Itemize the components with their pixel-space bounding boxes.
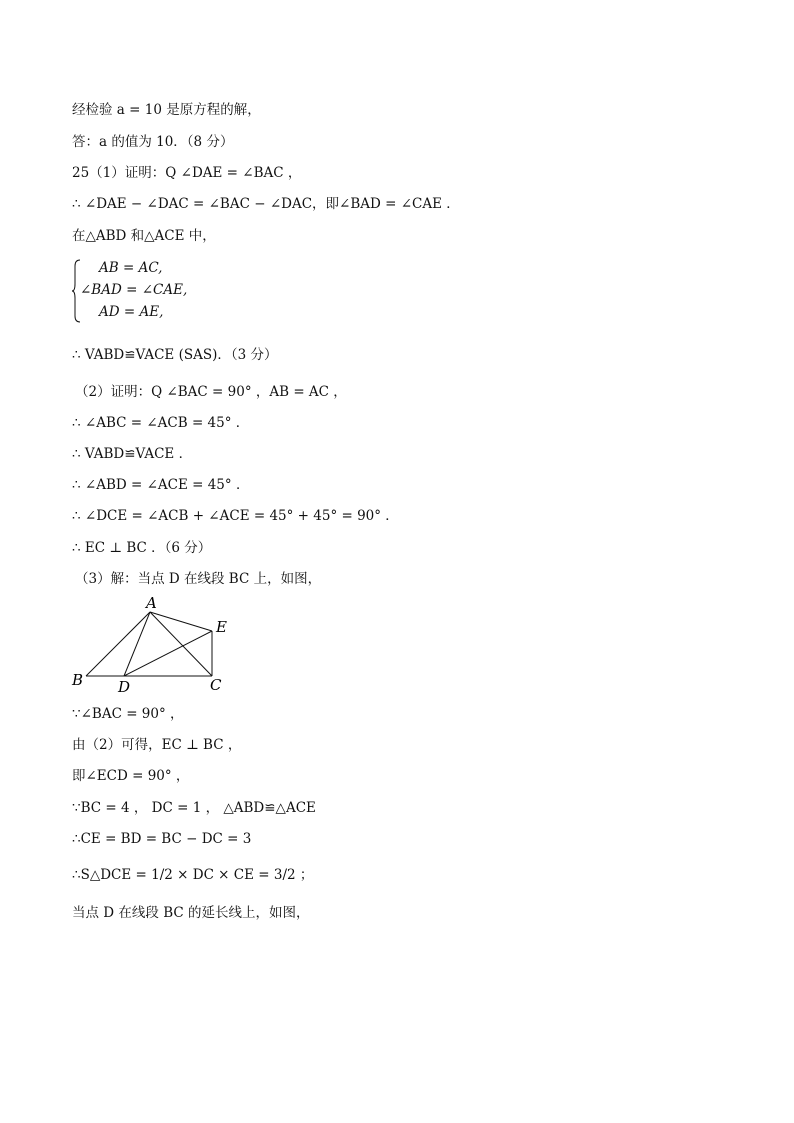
text-line-13: （3）解：当点 D 在线段 BC 上，如图， xyxy=(75,571,322,587)
triangle-figure xyxy=(68,594,238,696)
text-line-15: 由（2）可得，EC ⊥ BC ， xyxy=(72,737,242,753)
label-c: C xyxy=(210,676,222,694)
system-row-1: AB = AC, xyxy=(99,260,163,276)
label-d: D xyxy=(118,678,131,696)
label-e: E xyxy=(216,618,227,636)
text-line-20: 当点 D 在线段 BC 的延长线上，如图， xyxy=(72,905,310,921)
text-line-19: ∴S△DCE = 1/2 × DC × CE = 3/2 ； xyxy=(72,867,314,883)
text-line-2: 答：a 的值为 10．（8 分） xyxy=(72,134,234,150)
text-line-11: ∴ ∠DCE = ∠ACB + ∠ACE = 45° + 45° = 90° ． xyxy=(72,508,399,524)
equation-system xyxy=(72,258,232,324)
system-row-3: AD = AE, xyxy=(99,304,164,320)
text-line-5: 在△ABD 和△ACE 中， xyxy=(72,228,216,244)
system-row-2: ∠BAD = ∠CAE, xyxy=(80,282,188,298)
text-line-6: ∴ VABD≌VACE (SAS)．（3 分） xyxy=(72,347,278,363)
text-line-8: ∴ ∠ABC = ∠ACB = 45° ． xyxy=(72,415,250,431)
label-b: B xyxy=(72,671,84,689)
text-line-16: 即∠ECD = 90° ， xyxy=(72,768,190,784)
text-line-3: 25（1）证明：Q ∠DAE = ∠BAC ， xyxy=(72,165,302,181)
text-line-10: ∴ ∠ABD = ∠ACE = 45° ． xyxy=(72,477,250,493)
text-line-17: ∵BC = 4 ， DC = 1 ， △ABD≌△ACE xyxy=(72,800,316,816)
label-a: A xyxy=(146,594,157,612)
text-line-9: ∴ VABD≌VACE ． xyxy=(72,446,193,462)
segment-de xyxy=(124,631,212,676)
segment-ab xyxy=(86,612,150,676)
text-line-12: ∴ EC ⊥ BC ．（6 分） xyxy=(72,540,212,556)
text-line-1: 经检验 a = 10 是原方程的解， xyxy=(72,102,261,118)
text-line-14: ∵∠BAC = 90° ， xyxy=(72,706,184,722)
text-line-4: ∴ ∠DAE − ∠DAC = ∠BAC − ∠DAC，即∠BAD = ∠CAE ． xyxy=(72,196,460,212)
text-line-7: （2）证明：Q ∠BAC = 90° ，AB = AC ， xyxy=(75,384,347,400)
text-line-18: ∴CE = BD = BC − DC = 3 xyxy=(72,831,252,847)
segment-ad xyxy=(124,612,150,676)
